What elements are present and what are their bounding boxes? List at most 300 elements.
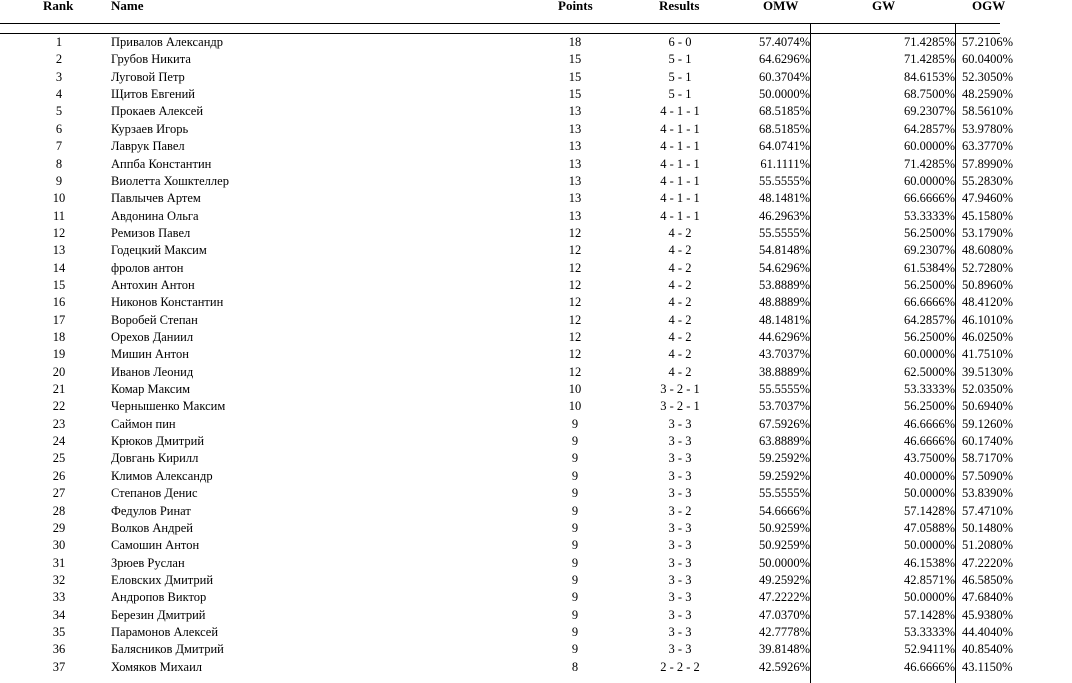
results-cell: 4 - 1 - 1 — [660, 208, 700, 223]
omw-cell: 53.8889% — [758, 277, 810, 292]
header-rank: Rank — [43, 0, 74, 13]
rank-cell: 2 — [55, 52, 63, 67]
ogw-cell: 47.9460% — [962, 191, 1014, 206]
table-row — [0, 190, 1014, 207]
player-name: Авдонина Ольга — [111, 208, 199, 223]
rank-cell: 36 — [52, 642, 66, 657]
points-cell: 9 — [571, 572, 579, 587]
gw-cell: 50.0000% — [903, 590, 955, 605]
results-cell: 3 - 2 — [668, 503, 692, 518]
ogw-cell: 63.3770% — [962, 139, 1014, 154]
player-name: Привалов Александр — [111, 35, 223, 49]
omw-cell: 50.0000% — [758, 87, 810, 102]
table-row — [0, 51, 1014, 68]
rank-cell: 6 — [55, 121, 63, 136]
omw-cell: 42.5926% — [758, 659, 810, 674]
omw-cell: 61.1111% — [760, 156, 810, 171]
points-cell: 13 — [568, 208, 582, 223]
table-row — [0, 520, 1014, 537]
results-cell: 5 - 1 — [668, 52, 692, 67]
gw-cell: 57.1428% — [903, 503, 955, 518]
ogw-cell: 48.6080% — [962, 243, 1014, 258]
gw-cell: 57.1428% — [903, 607, 955, 622]
results-cell: 4 - 2 — [668, 295, 692, 310]
points-cell: 15 — [568, 52, 582, 67]
ogw-cell: 60.1740% — [962, 434, 1014, 449]
table-row — [0, 86, 1014, 103]
header-name: Name — [111, 0, 144, 13]
omw-cell: 68.5185% — [758, 104, 810, 119]
gw-cell: 47.0588% — [903, 520, 955, 535]
player-name: Лаврук Павел — [111, 139, 185, 154]
points-cell: 9 — [571, 416, 579, 431]
gw-cell: 84.6153% — [903, 69, 955, 84]
player-name: Аппба Константин — [111, 156, 212, 171]
table-row — [0, 242, 1014, 259]
table-row — [0, 381, 1014, 398]
omw-cell: 60.3704% — [758, 69, 810, 84]
results-cell: 5 - 1 — [668, 69, 692, 84]
points-cell: 10 — [568, 399, 582, 414]
player-name: Федулов Ринат — [111, 503, 191, 518]
player-name: Чернышенко Максим — [111, 399, 226, 414]
gw-cell: 46.6666% — [903, 659, 955, 674]
gw-cell: 71.4285% — [903, 156, 955, 171]
gw-cell: 53.3333% — [903, 208, 955, 223]
player-name: Комар Максим — [111, 382, 191, 396]
gw-cell: 56.2500% — [903, 277, 955, 292]
ogw-cell: 45.9380% — [962, 607, 1014, 622]
points-cell: 12 — [568, 347, 582, 362]
rank-cell: 27 — [52, 486, 66, 501]
ogw-cell: 57.8990% — [962, 156, 1014, 171]
player-name: Парамонов Алексей — [111, 624, 219, 639]
results-cell: 4 - 1 - 1 — [660, 156, 700, 171]
results-cell: 3 - 3 — [668, 642, 692, 657]
ogw-cell: 52.3050% — [962, 69, 1014, 84]
omw-cell: 38.8889% — [758, 364, 810, 379]
points-cell: 18 — [568, 35, 582, 49]
rank-cell: 8 — [55, 156, 63, 171]
rank-cell: 19 — [52, 347, 66, 362]
table-row — [0, 103, 1014, 120]
player-name: Березин Дмитрий — [111, 607, 206, 622]
table-rule-top — [0, 23, 1000, 24]
omw-cell: 57.4074% — [758, 35, 810, 49]
ogw-cell: 50.1480% — [962, 520, 1014, 535]
points-cell: 9 — [571, 624, 579, 639]
results-cell: 3 - 3 — [668, 486, 692, 501]
rank-cell: 5 — [55, 104, 63, 119]
player-name: Климов Александр — [111, 468, 213, 483]
points-cell: 9 — [571, 590, 579, 605]
player-name: Антохин Антон — [111, 277, 195, 292]
rank-cell: 9 — [55, 173, 63, 188]
omw-cell: 64.0741% — [758, 139, 810, 154]
table-row — [0, 329, 1014, 346]
table-row — [0, 294, 1014, 311]
results-cell: 4 - 2 — [668, 330, 692, 344]
points-cell: 9 — [571, 486, 579, 501]
table-row — [0, 138, 1014, 155]
omw-cell: 48.1481% — [758, 312, 810, 327]
points-cell: 8 — [571, 659, 579, 674]
ogw-cell: 50.8960% — [962, 277, 1014, 292]
player-name: Воробей Степан — [111, 312, 198, 327]
ogw-cell: 53.8390% — [962, 486, 1014, 501]
omw-cell: 48.1481% — [758, 191, 810, 206]
rank-cell: 3 — [55, 69, 63, 84]
table-row — [0, 225, 1014, 242]
player-name: Виолетта Хошктеллер — [111, 173, 229, 188]
ogw-cell: 45.1580% — [962, 208, 1014, 223]
player-name: Волков Андрей — [111, 520, 193, 535]
player-name: Орехов Даниил — [111, 330, 194, 344]
ogw-cell: 57.2106% — [962, 35, 1014, 49]
results-cell: 4 - 2 — [668, 364, 692, 379]
ogw-cell: 58.7170% — [962, 451, 1014, 466]
rank-cell: 10 — [52, 191, 66, 206]
gw-cell: 53.3333% — [903, 624, 955, 639]
points-cell: 15 — [568, 69, 582, 84]
omw-cell: 50.0000% — [758, 555, 810, 570]
ogw-cell: 46.5850% — [962, 572, 1014, 587]
ogw-cell: 48.2590% — [962, 87, 1014, 102]
gw-cell: 53.3333% — [903, 382, 955, 396]
table-row — [0, 312, 1014, 329]
points-cell: 9 — [571, 538, 579, 553]
ogw-cell: 60.0400% — [962, 52, 1014, 67]
rank-cell: 18 — [52, 330, 66, 344]
ogw-cell: 46.1010% — [962, 312, 1014, 327]
gw-cell: 43.7500% — [903, 451, 955, 466]
rank-cell: 25 — [52, 451, 66, 466]
table-row — [0, 173, 1014, 190]
ogw-cell: 46.0250% — [962, 330, 1014, 344]
omw-cell: 64.6296% — [758, 52, 810, 67]
player-name: фролов антон — [111, 260, 184, 275]
results-cell: 4 - 1 - 1 — [660, 121, 700, 136]
player-name: Ремизов Павел — [111, 225, 191, 240]
gw-cell: 60.0000% — [903, 173, 955, 188]
ogw-cell: 50.6940% — [962, 399, 1014, 414]
omw-cell: 54.6296% — [758, 260, 810, 275]
results-cell: 5 - 1 — [668, 87, 692, 102]
results-cell: 3 - 3 — [668, 572, 692, 587]
rank-cell: 7 — [55, 139, 63, 154]
results-cell: 3 - 3 — [668, 590, 692, 605]
omw-cell: 50.9259% — [758, 538, 810, 553]
table-row — [0, 277, 1014, 294]
points-cell: 9 — [571, 451, 579, 466]
ogw-cell: 41.7510% — [962, 347, 1014, 362]
points-cell: 9 — [571, 642, 579, 657]
gw-cell: 64.2857% — [903, 312, 955, 327]
ogw-cell: 51.2080% — [962, 538, 1014, 553]
ogw-cell: 47.6840% — [962, 590, 1014, 605]
table-row — [0, 69, 1014, 86]
gw-cell: 50.0000% — [903, 486, 955, 501]
gw-cell: 42.8571% — [903, 572, 955, 587]
table-row — [0, 260, 1014, 277]
player-name: Курзаев Игорь — [111, 121, 189, 136]
ogw-cell: 52.0350% — [962, 382, 1014, 396]
player-name: Хомяков Михаил — [111, 659, 202, 674]
header-ogw: OGW — [972, 0, 1006, 13]
rank-cell: 33 — [52, 590, 66, 605]
omw-cell: 54.8148% — [758, 243, 810, 258]
gw-cell: 62.5000% — [903, 364, 955, 379]
header-gw: GW — [872, 0, 896, 13]
ogw-cell: 59.1260% — [962, 416, 1014, 431]
ogw-cell: 57.4710% — [962, 503, 1014, 518]
gw-cell: 56.2500% — [903, 225, 955, 240]
player-name: Самошин Антон — [111, 538, 200, 553]
results-cell: 3 - 3 — [668, 468, 692, 483]
omw-cell: 55.5555% — [758, 225, 810, 240]
results-cell: 4 - 2 — [668, 260, 692, 275]
results-cell: 3 - 3 — [668, 434, 692, 449]
omw-cell: 68.5185% — [758, 121, 810, 136]
gw-cell: 50.0000% — [903, 538, 955, 553]
omw-cell: 44.6296% — [758, 330, 810, 344]
player-name: Мишин Антон — [111, 347, 189, 362]
gw-cell: 61.5384% — [903, 260, 955, 275]
points-cell: 12 — [568, 330, 582, 344]
results-cell: 4 - 1 - 1 — [660, 173, 700, 188]
results-cell: 4 - 1 - 1 — [660, 191, 700, 206]
gw-cell: 46.6666% — [903, 416, 955, 431]
omw-cell: 63.8889% — [758, 434, 810, 449]
table-row — [0, 624, 1014, 641]
results-cell: 3 - 3 — [668, 416, 692, 431]
points-cell: 12 — [568, 260, 582, 275]
points-cell: 13 — [568, 139, 582, 154]
points-cell: 13 — [568, 104, 582, 119]
gw-cell: 56.2500% — [903, 330, 955, 344]
rank-cell: 29 — [52, 520, 66, 535]
table-row — [0, 156, 1014, 173]
rank-cell: 4 — [55, 87, 63, 102]
table-row — [0, 433, 1014, 450]
header-points: Points — [558, 0, 593, 13]
results-cell: 4 - 2 — [668, 312, 692, 327]
player-name: Прокаев Алексей — [111, 104, 204, 119]
omw-cell: 47.2222% — [758, 590, 810, 605]
points-cell: 15 — [568, 87, 582, 102]
results-cell: 4 - 2 — [668, 277, 692, 292]
player-name: Балясников Дмитрий — [111, 642, 224, 657]
table-row — [0, 659, 1013, 676]
points-cell: 9 — [571, 434, 579, 449]
gw-cell: 69.2307% — [903, 243, 955, 258]
table-row — [0, 416, 1014, 433]
points-cell: 12 — [568, 277, 582, 292]
omw-cell: 67.5926% — [758, 416, 810, 431]
gw-cell: 40.0000% — [903, 468, 955, 483]
omw-cell: 47.0370% — [758, 607, 810, 622]
player-name: Щитов Евгений — [111, 87, 195, 102]
table-row — [0, 398, 1014, 415]
player-name: Годецкий Максим — [111, 243, 207, 258]
ogw-cell: 47.2220% — [962, 555, 1014, 570]
omw-cell: 42.7778% — [758, 624, 810, 639]
points-cell: 9 — [571, 607, 579, 622]
table-row — [0, 485, 1014, 502]
rank-cell: 37 — [52, 659, 66, 674]
points-cell: 9 — [571, 555, 579, 570]
omw-cell: 54.6666% — [758, 503, 810, 518]
gw-cell: 60.0000% — [903, 347, 955, 362]
rank-cell: 16 — [52, 295, 66, 310]
header-results: Results — [659, 0, 700, 13]
ogw-cell: 44.4040% — [962, 624, 1014, 639]
table-row — [0, 607, 1014, 624]
results-cell: 3 - 3 — [668, 520, 692, 535]
results-cell: 4 - 1 - 1 — [660, 104, 700, 119]
table-row — [0, 208, 1014, 225]
points-cell: 9 — [571, 468, 579, 483]
ogw-cell: 48.4120% — [962, 295, 1014, 310]
omw-cell: 53.7037% — [758, 399, 810, 414]
player-name: Степанов Денис — [111, 486, 198, 501]
table-row — [0, 450, 1014, 467]
table-row — [0, 364, 1014, 381]
table-row — [0, 555, 1014, 572]
points-cell: 10 — [568, 382, 582, 396]
omw-cell: 55.5555% — [758, 173, 810, 188]
rank-cell: 24 — [52, 434, 66, 449]
player-name: Луговой Петр — [111, 69, 185, 84]
ogw-cell: 58.5610% — [962, 104, 1014, 119]
gw-cell: 71.4285% — [903, 52, 955, 67]
header-omw: OMW — [763, 0, 799, 13]
results-cell: 4 - 2 — [668, 243, 692, 258]
player-name: Андропов Виктор — [111, 590, 207, 605]
omw-cell: 39.8148% — [758, 642, 810, 657]
player-name: Еловских Дмитрий — [111, 572, 214, 587]
rank-cell: 23 — [52, 416, 66, 431]
rank-cell: 20 — [52, 364, 66, 379]
points-cell: 9 — [571, 503, 579, 518]
omw-cell: 59.2592% — [758, 451, 810, 466]
rank-cell: 30 — [52, 538, 66, 553]
gw-cell: 71.4285% — [903, 35, 955, 49]
results-cell: 6 - 0 — [668, 35, 692, 49]
rank-cell: 13 — [52, 243, 66, 258]
points-cell: 13 — [568, 173, 582, 188]
rank-cell: 28 — [52, 503, 66, 518]
rank-cell: 12 — [52, 225, 66, 240]
points-cell: 9 — [571, 520, 579, 535]
points-cell: 13 — [568, 121, 582, 136]
table-row — [0, 589, 1014, 606]
gw-cell: 60.0000% — [903, 139, 955, 154]
ogw-cell: 43.1150% — [962, 659, 1013, 674]
rank-cell: 1 — [55, 35, 63, 49]
points-cell: 13 — [568, 191, 582, 206]
ogw-cell: 39.5130% — [962, 364, 1014, 379]
results-cell: 3 - 2 - 1 — [660, 399, 700, 414]
ogw-cell: 55.2830% — [962, 173, 1014, 188]
rank-cell: 22 — [52, 399, 66, 414]
ogw-cell: 53.1790% — [962, 225, 1014, 240]
omw-cell: 55.5555% — [758, 382, 810, 396]
rank-cell: 15 — [52, 277, 66, 292]
points-cell: 13 — [568, 156, 582, 171]
results-cell: 3 - 3 — [668, 555, 692, 570]
table-row — [0, 468, 1014, 485]
player-name: Никонов Константин — [111, 295, 224, 310]
omw-cell: 49.2592% — [758, 572, 810, 587]
table-row — [0, 572, 1014, 589]
gw-cell: 46.6666% — [903, 434, 955, 449]
results-cell: 4 - 2 — [668, 347, 692, 362]
results-cell: 3 - 3 — [668, 451, 692, 466]
ogw-cell: 52.7280% — [962, 260, 1014, 275]
gw-cell: 52.9411% — [904, 642, 955, 657]
points-cell: 12 — [568, 312, 582, 327]
omw-cell: 46.2963% — [758, 208, 810, 223]
player-name: Грубов Никита — [111, 52, 191, 67]
gw-cell: 46.1538% — [903, 555, 955, 570]
gw-cell: 56.2500% — [903, 399, 955, 414]
player-name: Иванов Леонид — [111, 364, 194, 379]
results-cell: 3 - 3 — [668, 624, 692, 639]
points-cell: 12 — [568, 225, 582, 240]
table-row — [0, 537, 1014, 554]
gw-cell: 64.2857% — [903, 121, 955, 136]
gw-cell: 68.7500% — [903, 87, 955, 102]
results-cell: 3 - 3 — [668, 607, 692, 622]
player-name: Довгань Кирилл — [111, 451, 199, 466]
omw-cell: 48.8889% — [758, 295, 810, 310]
ogw-cell: 53.9780% — [962, 121, 1014, 136]
rank-cell: 32 — [52, 572, 66, 587]
rank-cell: 14 — [52, 260, 66, 275]
rank-cell: 11 — [52, 208, 66, 223]
omw-cell: 43.7037% — [758, 347, 810, 362]
results-cell: 4 - 1 - 1 — [660, 139, 700, 154]
results-cell: 3 - 3 — [668, 538, 692, 553]
results-cell: 2 - 2 - 2 — [660, 659, 700, 674]
rank-cell: 21 — [52, 382, 66, 396]
results-cell: 4 - 2 — [668, 225, 692, 240]
rank-cell: 34 — [52, 607, 66, 622]
table-row — [0, 503, 1014, 520]
gw-cell: 66.6666% — [903, 191, 955, 206]
gw-cell: 69.2307% — [903, 104, 955, 119]
rank-cell: 35 — [52, 624, 66, 639]
rank-cell: 26 — [52, 468, 66, 483]
table-row — [0, 346, 1014, 363]
results-cell: 3 - 2 - 1 — [660, 382, 700, 396]
table-row — [0, 641, 1014, 658]
omw-cell: 50.9259% — [758, 520, 810, 535]
player-name: Зрюев Руслан — [111, 555, 185, 570]
rank-cell: 17 — [52, 312, 66, 327]
rank-cell: 31 — [52, 555, 66, 570]
player-name: Крюков Дмитрий — [111, 434, 205, 449]
gw-cell: 66.6666% — [903, 295, 955, 310]
omw-cell: 55.5555% — [758, 486, 810, 501]
points-cell: 12 — [568, 364, 582, 379]
omw-cell: 59.2592% — [758, 468, 810, 483]
player-name: Павлычев Артем — [111, 191, 201, 206]
ogw-cell: 57.5090% — [962, 468, 1014, 483]
points-cell: 12 — [568, 243, 582, 258]
ogw-cell: 40.8540% — [962, 642, 1014, 657]
